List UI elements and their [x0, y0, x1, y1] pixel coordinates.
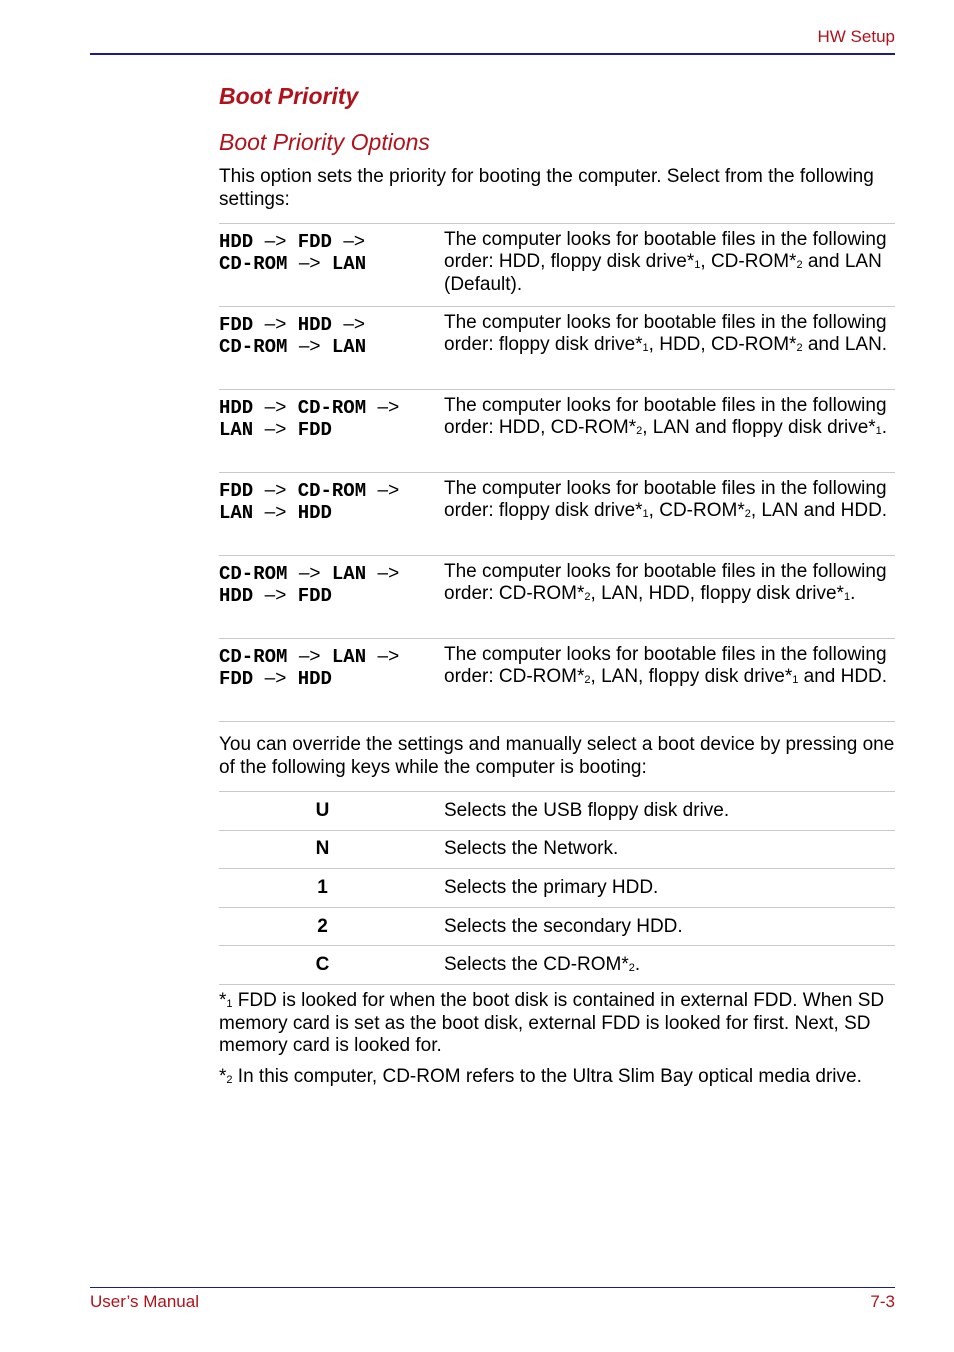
override-paragraph: You can override the settings and manually select a boot device by pressing one of the following keys while the computer is booting: — [219, 734, 895, 778]
boot-option-row — [219, 556, 895, 639]
boot-key-row — [219, 792, 895, 831]
boot-key: 1 — [219, 869, 444, 908]
description-text: The computer looks for bootable files in the following order: HDD, floppy disk drive* — [444, 229, 887, 273]
description-text: Selects the CD-ROM* — [444, 954, 629, 976]
boot-device: LAN — [219, 502, 254, 525]
footnote-ref: 2 — [584, 591, 591, 604]
description-text: Selects the USB floppy disk drive. — [444, 799, 730, 821]
footer-rule — [90, 1287, 895, 1288]
footnote-ref: 2 — [628, 962, 635, 975]
boot-sequence — [219, 307, 444, 390]
boot-key-description — [444, 792, 895, 831]
boot-device: HDD — [297, 502, 332, 525]
arrow-icon: –> — [343, 231, 365, 252]
description-text: and LAN (Default). — [444, 251, 882, 295]
footnote-2 — [219, 1066, 895, 1089]
footnote-marker: * — [219, 990, 227, 1011]
description-text: , CD-ROM* — [700, 251, 797, 273]
boot-key: C — [219, 946, 444, 985]
arrow-icon: –> — [377, 646, 400, 667]
boot-key-description — [444, 869, 895, 908]
boot-key-description — [444, 907, 895, 946]
footnote-ref: 2 — [796, 259, 803, 272]
footnote-marker: * — [219, 1066, 227, 1087]
footnote-text: In this computer, CD-ROM refers to the Ultra Slim Bay optical media drive. — [232, 1066, 862, 1087]
arrow-icon: –> — [377, 480, 400, 501]
boot-option-description — [444, 556, 895, 639]
boot-device: CD-ROM — [219, 253, 288, 276]
running-header: HW Setup — [817, 27, 895, 46]
footnote-ref: 1 — [843, 591, 851, 604]
boot-key-row — [219, 946, 895, 985]
boot-sequence — [219, 639, 444, 722]
boot-device: FDD — [219, 314, 254, 336]
boot-key: 2 — [219, 907, 444, 946]
boot-key: N — [219, 830, 444, 869]
arrow-icon: –> — [377, 397, 400, 418]
header-rule — [90, 53, 895, 55]
footnote-ref: 1 — [694, 259, 701, 272]
boot-device: HDD — [297, 668, 332, 691]
subsection-title: Boot Priority Options — [219, 129, 430, 155]
arrow-icon: –> — [264, 668, 287, 690]
boot-device: CD-ROM — [297, 480, 367, 502]
boot-device: FDD — [297, 419, 332, 442]
arrow-icon: –> — [264, 419, 287, 441]
boot-device: LAN — [331, 336, 367, 359]
description-text: The computer looks for bootable files in the following order: CD-ROM* — [444, 644, 887, 688]
boot-option-description — [444, 473, 895, 556]
boot-device: LAN — [331, 563, 367, 585]
boot-key-description — [444, 830, 895, 869]
description-text: Selects the primary HDD. — [444, 876, 659, 898]
boot-sequence — [219, 556, 444, 639]
boot-device: FDD — [297, 585, 332, 608]
footnote-1 — [219, 990, 895, 1058]
description-text: , LAN and floppy disk drive* — [642, 417, 876, 439]
description-text: Selects the secondary HDD. — [444, 915, 683, 937]
footnote-ref: 2 — [584, 674, 591, 687]
arrow-icon: –> — [264, 231, 287, 252]
boot-option-description — [444, 390, 895, 473]
description-text: . — [850, 583, 856, 605]
boot-sequence — [219, 473, 444, 556]
boot-device: FDD — [219, 668, 254, 691]
description-text: and HDD. — [798, 666, 888, 688]
footer-manual-title: User’s Manual — [90, 1292, 199, 1311]
description-text: . — [881, 417, 888, 439]
description-text: , CD-ROM* — [648, 500, 745, 522]
boot-option-row — [219, 639, 895, 722]
boot-sequence — [219, 224, 444, 307]
boot-keys-table — [219, 791, 895, 985]
description-text: The computer looks for bootable files in the following order: HDD, CD-ROM* — [444, 395, 887, 439]
boot-device: CD-ROM — [219, 563, 288, 585]
footnote-ref: 1 — [642, 508, 649, 521]
boot-key: U — [219, 792, 444, 831]
arrow-icon: –> — [343, 314, 365, 335]
description-text: The computer looks for bootable files in the following order: CD-ROM* — [444, 561, 887, 605]
description-text: and LAN. — [802, 334, 888, 356]
arrow-icon: –> — [298, 563, 321, 584]
boot-option-row — [219, 307, 895, 390]
boot-sequence — [219, 390, 444, 473]
boot-device: LAN — [331, 253, 367, 276]
arrow-icon: –> — [264, 502, 287, 524]
boot-device: HDD — [219, 397, 254, 419]
boot-option-row — [219, 224, 895, 307]
section-title: Boot Priority — [219, 83, 359, 109]
boot-device: CD-ROM — [219, 336, 288, 359]
boot-option-row — [219, 390, 895, 473]
footnote-number: 2 — [226, 1074, 233, 1086]
boot-key-row — [219, 830, 895, 869]
arrow-icon: –> — [377, 563, 400, 584]
boot-option-description — [444, 224, 895, 307]
footnote-ref: 2 — [796, 342, 803, 355]
arrow-icon: –> — [298, 336, 321, 358]
footnote-ref: 1 — [875, 425, 882, 438]
arrow-icon: –> — [264, 397, 287, 418]
arrow-icon: –> — [264, 314, 287, 335]
boot-device: FDD — [219, 480, 254, 502]
boot-device: HDD — [219, 585, 254, 608]
footnote-ref: 1 — [792, 674, 799, 687]
footnote-ref: 2 — [636, 425, 643, 438]
footnote-number: 1 — [226, 998, 233, 1010]
boot-device: FDD — [297, 231, 332, 253]
boot-option-row — [219, 473, 895, 556]
boot-key-row — [219, 869, 895, 908]
arrow-icon: –> — [298, 646, 321, 667]
description-text: . — [634, 954, 641, 976]
arrow-icon: –> — [264, 585, 287, 607]
footnote-ref: 2 — [744, 508, 751, 521]
description-text: , LAN and HDD. — [750, 500, 888, 522]
page-number: 7-3 — [870, 1292, 895, 1311]
description-text: , HDD, CD-ROM* — [648, 334, 797, 356]
description-text: Selects the Network. — [444, 838, 619, 860]
boot-options-table — [219, 223, 895, 722]
boot-option-description — [444, 307, 895, 390]
boot-key-row — [219, 907, 895, 946]
boot-device: LAN — [219, 419, 254, 442]
description-text: The computer looks for bootable files in the following order: floppy disk drive* — [444, 478, 887, 522]
boot-device: LAN — [331, 646, 367, 668]
boot-device: CD-ROM — [219, 646, 288, 668]
footnote-text: FDD is looked for when the boot disk is contained in external FDD. When SD memory card is set as the boot disk, external FDD is looked for first. Next, SD memory card is looked for. — [219, 990, 885, 1056]
description-text: , LAN, HDD, floppy disk drive* — [590, 583, 844, 605]
boot-device: HDD — [297, 314, 332, 336]
boot-key-description — [444, 946, 895, 985]
boot-device: HDD — [219, 231, 254, 253]
arrow-icon: –> — [264, 480, 287, 501]
arrow-icon: –> — [298, 253, 321, 275]
description-text: The computer looks for bootable files in the following order: floppy disk drive* — [444, 312, 887, 356]
footnote-ref: 1 — [642, 342, 649, 355]
intro-paragraph: This option sets the priority for booting the computer. Select from the following settings: — [219, 166, 874, 210]
boot-option-description — [444, 639, 895, 722]
description-text: , LAN, floppy disk drive* — [590, 666, 793, 688]
boot-device: CD-ROM — [297, 397, 367, 419]
